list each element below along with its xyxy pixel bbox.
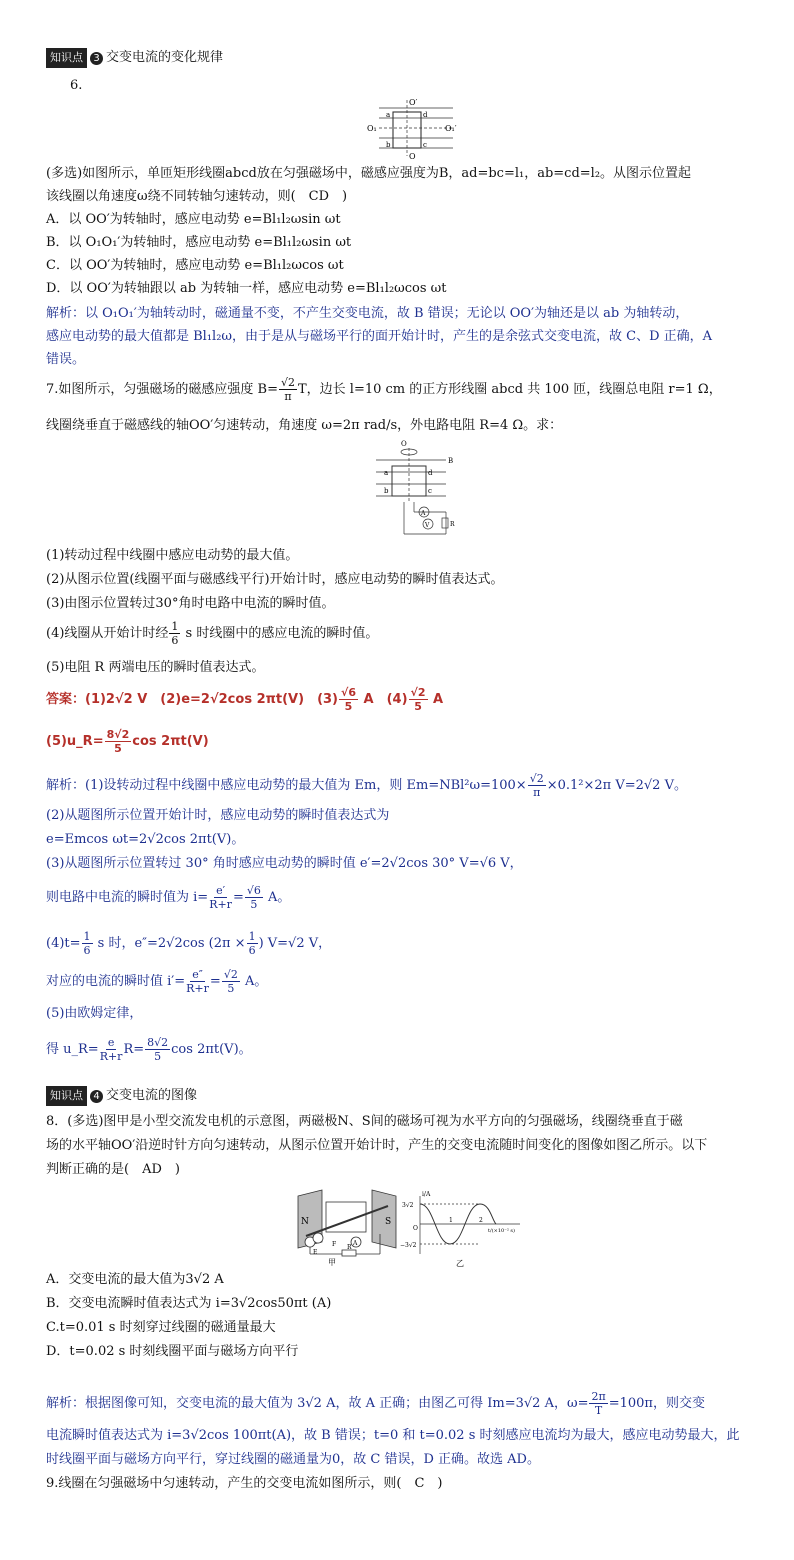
q7-answer <box>46 728 209 755</box>
fig-label: O′ <box>409 98 418 107</box>
denominator: 6 <box>171 634 179 647</box>
q7-explanation: e=Emcos ωt=2√2cos 2πt(V)。 <box>46 832 245 847</box>
denominator: R+r <box>99 1050 123 1063</box>
denominator: 5 <box>414 700 422 713</box>
fig-label: O₁′ <box>445 124 457 133</box>
denominator: 6 <box>248 944 256 957</box>
numerator: 1 <box>171 620 179 633</box>
section-heading-4 <box>46 1086 197 1106</box>
fig-label: R <box>347 1244 352 1251</box>
fig-label: 1 <box>449 1217 453 1224</box>
text: 解析：(1)设转动过程中线圈中感应电动势的最大值为 Em，则 Em=NBl²ω=100× <box>46 778 527 793</box>
q7-explanation <box>46 884 290 911</box>
fig-label: c <box>423 141 427 149</box>
fig-label: 3√2 <box>402 1202 414 1209</box>
q6-stem: (多选)如图所示，单匝矩形线圈abcd放在匀强磁场中，磁感应强度为B，ad=bc=l₁，ab=cd=l₂。从图示位置起 <box>46 166 692 181</box>
fig-label: B <box>448 457 454 465</box>
numerator: 2π <box>591 1390 606 1403</box>
q7-stem <box>46 376 722 403</box>
text: 解析：根据图像可知，交变电流的最大值为 3√2 A，故 A 正确；由图乙可得 Im=3√2 A，ω= <box>46 1396 589 1411</box>
q6-explanation: 错误。 <box>46 352 86 367</box>
fraction <box>245 884 263 911</box>
q8-stem: 判断正确的是( AD ) <box>46 1162 180 1177</box>
numerator: √2 <box>529 772 544 785</box>
text: A <box>428 692 444 707</box>
fraction <box>222 968 240 995</box>
fraction <box>247 930 258 957</box>
text: (4)线圈从开始计时经 <box>46 626 169 641</box>
section-number: 3 <box>90 52 103 65</box>
denominator: 5 <box>250 898 258 911</box>
fig-label: 2 <box>479 1217 483 1224</box>
text: R= <box>123 1042 145 1057</box>
fig-label: 甲 <box>328 1258 336 1267</box>
numerator: √6 <box>246 884 261 897</box>
q8-option-b: B．交变电流瞬时值表达式为 i=3√2cos50πt (A) <box>46 1296 332 1311</box>
text: 对应的电流的瞬时值 i′= <box>46 974 186 989</box>
q6-option-c: C．以 OO′为转轴时，感应电动势 e=Bl₁l₂ωcos ωt <box>46 258 344 273</box>
text: cos 2πt(V) <box>132 734 209 749</box>
text: s 时，e″=2√2cos (2π × <box>93 936 246 951</box>
q6-stem: 该线圈以角速度ω绕不同转轴匀速转动，则( CD ) <box>46 189 348 204</box>
denominator: R+r <box>209 898 232 911</box>
text: A。 <box>263 890 291 905</box>
fig-label: O₁ <box>367 124 377 133</box>
numerator: e′ <box>216 884 226 897</box>
fig-label: N <box>301 1217 309 1227</box>
q7-answer <box>46 686 443 713</box>
numerator: e <box>107 1036 115 1049</box>
q6-figure <box>365 96 465 160</box>
numerator: √2 <box>410 686 426 699</box>
q7-stem: 线圈绕垂直于磁感线的轴OO′匀速转动，角速度 ω=2π rad/s，外电路电阻 R=4 Ω。求： <box>46 418 563 433</box>
q8-option-c: C.t=0.01 s 时刻穿过线圈的磁通量最大 <box>46 1320 276 1335</box>
fig-label: O <box>409 152 416 160</box>
q8-figure-jia <box>292 1186 402 1268</box>
q8-stem: 8．(多选)图甲是小型交流发电机的示意图，两磁极N、S间的磁场可视为水平方向的匀强磁场，线圈绕垂直于磁 <box>46 1114 683 1129</box>
fig-label: a <box>384 469 389 477</box>
q8-explanation <box>46 1390 705 1417</box>
text: 则电路中电流的瞬时值为 i= <box>46 890 209 905</box>
q8-stem: 场的水平轴OO′沿逆时针方向匀速转动，从图示位置开始计时，产生的交变电流随时间变化的图像如图乙所示。以下 <box>46 1138 708 1153</box>
text: = <box>232 890 244 905</box>
section-heading-3 <box>46 48 223 68</box>
q8-option-d: D．t=0.02 s 时刻线圈平面与磁场方向平行 <box>46 1344 299 1359</box>
text: 得 u_R= <box>46 1042 99 1057</box>
fraction <box>145 1036 170 1063</box>
fig-label: d <box>428 469 433 477</box>
fig-label: O <box>401 440 407 448</box>
denominator: π <box>284 390 292 403</box>
denominator: 5 <box>154 1050 162 1063</box>
fraction <box>186 968 209 995</box>
fig-label: R <box>450 521 455 528</box>
fig-label: b <box>386 141 391 149</box>
fig-label: E <box>313 1249 318 1256</box>
text: ×0.1²×2π V=2√2 V。 <box>546 778 687 793</box>
fig-label: i/A <box>422 1191 431 1198</box>
numerator: √6 <box>341 686 356 699</box>
q7-explanation <box>46 772 687 799</box>
fraction <box>339 686 358 713</box>
fig-label: b <box>384 487 389 495</box>
numerator: 1 <box>248 930 256 943</box>
numerator: √2 <box>280 376 295 389</box>
text: = <box>209 974 221 989</box>
fig-label: O <box>413 1225 418 1232</box>
fig-label: −3√2 <box>400 1242 417 1249</box>
q6-explanation: 感应电动势的最大值都是 Bl₁l₂ω，由于是从与磁场平行的面开始计时，产生的是余弦式交变电流，故 C、D 正确，A <box>46 329 713 344</box>
numerator: 8√2 <box>147 1036 169 1049</box>
q6-option-d: D．以 OO′为转轴跟以 ab 为转轴一样，感应电动势 e=Bl₁l₂ωcos ωt <box>46 281 447 296</box>
fig-label: S <box>385 1217 392 1227</box>
text: s 时线圈中的感应电流的瞬时值。 <box>181 626 379 641</box>
fraction <box>82 930 93 957</box>
fig-label: F <box>332 1241 337 1248</box>
q6-option-a: A．以 OO′为转轴时，感应电动势 e=Bl₁l₂ωsin ωt <box>46 212 341 227</box>
numerator: 1 <box>83 930 91 943</box>
q7-part-3: (3)由图示位置转过30°角时电路中电流的瞬时值。 <box>46 596 335 611</box>
q9-stem: 9.线圈在匀强磁场中匀速转动，产生的交变电流如图所示，则( C ) <box>46 1476 443 1491</box>
q7-explanation: (3)从题图所示位置转过 30° 角时感应电动势的瞬时值 e′=2√2cos 30° V=√6 V， <box>46 856 523 871</box>
fraction <box>100 1036 123 1063</box>
q8-figure-yi <box>400 1190 532 1270</box>
text: 答案：(1)2√2 V (2)e=2√2cos 2πt(V) (3) <box>46 692 338 707</box>
text: (5)u_R= <box>46 734 104 749</box>
fig-label: A <box>353 1240 358 1247</box>
fraction <box>409 686 428 713</box>
q7-explanation <box>46 1036 252 1063</box>
q7-part-2: (2)从图示位置(线圈平面与磁感线平行)开始计时，感应电动势的瞬时值表达式。 <box>46 572 504 587</box>
denominator: 5 <box>344 700 353 713</box>
text: T，边长 l=10 cm 的正方形线圈 abcd 共 100 匝，线圈总电阻 r=1 Ω， <box>298 382 722 397</box>
q7-explanation: (2)从题图所示位置开始计时，感应电动势的瞬时值表达式为 <box>46 808 390 823</box>
q6-number: 6. <box>70 78 83 93</box>
denominator: T <box>594 1404 603 1417</box>
section-title: 交变电流的变化规律 <box>106 50 224 65</box>
fig-label: d <box>423 111 428 119</box>
q8-explanation: 电流瞬时值表达式为 i=3√2cos 100πt(A)，故 B 错误；t=0 和 t=0.02 s 时刻感应电流均为最大，感应电动势最大，此 <box>46 1428 740 1443</box>
fig-label: c <box>428 487 432 495</box>
denominator: 5 <box>114 742 122 755</box>
denominator: π <box>533 786 541 799</box>
numerator: e″ <box>192 968 203 981</box>
numerator: 8√2 <box>106 728 130 741</box>
denominator: R+r <box>186 982 209 995</box>
q6-explanation: 解析：以 O₁O₁′为轴转动时，磁通量不变，不产生交变电流，故 B 错误；无论以 OO′为轴还是以 ab 为轴转动， <box>46 306 689 321</box>
fraction <box>169 620 180 647</box>
fig-label: V <box>425 522 430 529</box>
text: =100π，则交变 <box>608 1396 705 1411</box>
fig-label: t/(×10⁻² s) <box>488 1228 515 1234</box>
text: A。 <box>240 974 268 989</box>
denominator: 5 <box>227 982 235 995</box>
q7-explanation <box>46 930 331 957</box>
fraction <box>105 728 132 755</box>
q7-explanation <box>46 968 267 995</box>
q7-part-1: (1)转动过程中线圈中感应电动势的最大值。 <box>46 548 299 563</box>
knowledge-tag: 知识点 <box>46 1086 87 1106</box>
text: ) V=√2 V， <box>258 936 332 951</box>
q7-explanation: (5)由欧姆定律， <box>46 1006 143 1021</box>
text: 7.如图所示，匀强磁场的磁感应强度 B= <box>46 382 278 397</box>
section-number: 4 <box>90 1090 103 1103</box>
fraction <box>528 772 546 799</box>
numerator: √2 <box>223 968 238 981</box>
text: A (4) <box>359 692 408 707</box>
denominator: 6 <box>83 944 91 957</box>
fig-label: 乙 <box>456 1259 464 1268</box>
q7-part-4 <box>46 620 378 647</box>
q8-explanation: 时线圈平面与磁场方向平行，穿过线圈的磁通量为0，故 C 错误，D 正确。故选 AD。 <box>46 1452 540 1467</box>
q6-option-b: B．以 O₁O₁′为转轴时，感应电动势 e=Bl₁l₂ωsin ωt <box>46 235 352 250</box>
q7-figure <box>366 440 456 540</box>
text: cos 2πt(V)。 <box>171 1042 252 1057</box>
knowledge-tag: 知识点 <box>46 48 87 68</box>
q8-option-a: A．交变电流的最大值为3√2 A <box>46 1272 224 1287</box>
section-title: 交变电流的图像 <box>106 1088 198 1103</box>
fig-label: A <box>421 510 426 517</box>
fraction <box>209 884 232 911</box>
text: (4)t= <box>46 936 81 951</box>
q7-part-5: (5)电阻 R 两端电压的瞬时值表达式。 <box>46 660 265 675</box>
fraction <box>279 376 297 403</box>
fig-label: a <box>386 111 391 119</box>
fraction <box>589 1390 607 1417</box>
